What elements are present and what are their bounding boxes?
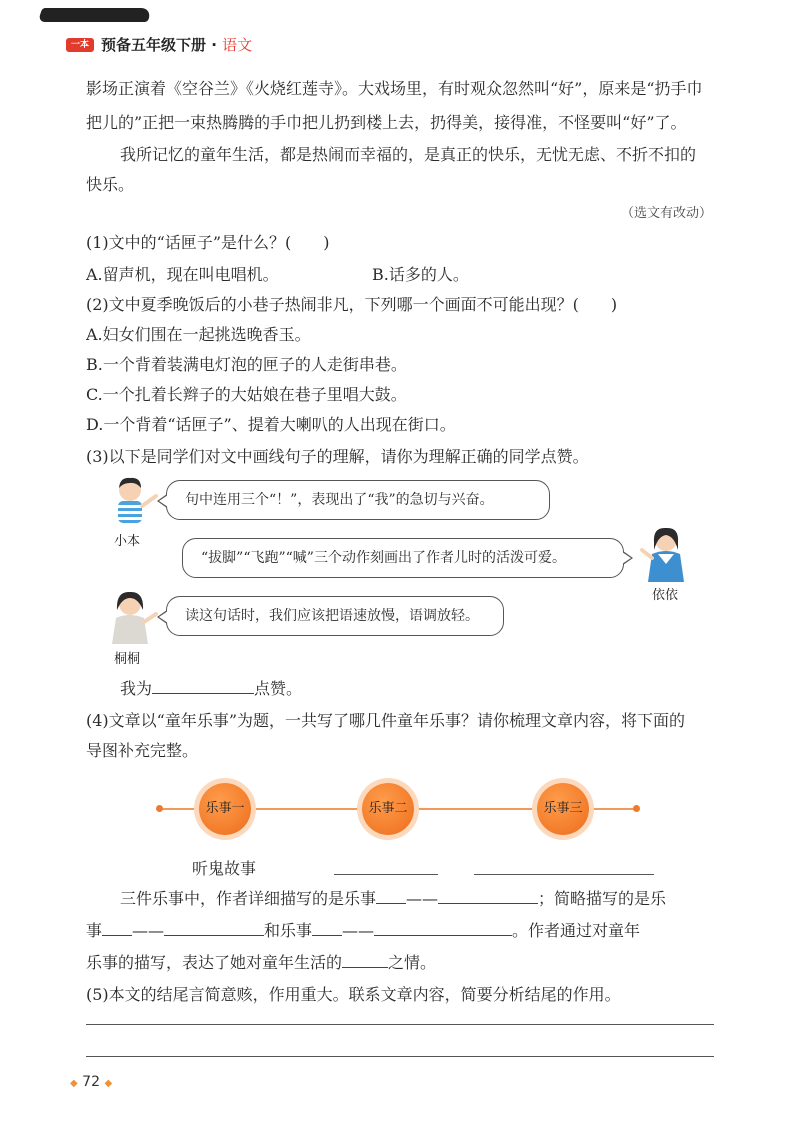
q4-blank-feeling[interactable] bbox=[342, 951, 388, 968]
mindmap-node-3: 乐事三 bbox=[537, 783, 589, 835]
book-title: 预备五年级下册 bbox=[101, 36, 207, 54]
comment-bubble-yiyi bbox=[182, 538, 624, 578]
passage-line-1: 影场正演着《空谷兰》《火烧红莲寺》。大戏场里，有时观众忽然叫“好”，原来是“扔手巾 bbox=[86, 79, 703, 98]
q4-blank-brief-event-1[interactable] bbox=[164, 919, 264, 936]
q2-option-d: D.一个背着“话匣子”、提着大喇叭的人出现在街口。 bbox=[86, 415, 456, 434]
q4-fill-text-2c: 和乐事 bbox=[264, 921, 313, 940]
q4-fill-text-3a: 乐事的描写，表达了她对童年生活的 bbox=[86, 953, 343, 972]
mindmap-node-2-blank[interactable] bbox=[334, 874, 438, 875]
q1-stem: (1)文中的“话匣子”是什么？( ) bbox=[86, 233, 330, 252]
passage-line-3: 我所记忆的童年生活，都是热闹而幸福的，是真正的快乐，无忧无虑、不折不扣的 bbox=[120, 145, 697, 164]
q4-fill-text-3b: 之情。 bbox=[388, 953, 437, 972]
mindmap-end-dot bbox=[633, 805, 640, 812]
q2-option-a: A.妇女们围在一起挑选晚香玉。 bbox=[86, 325, 311, 344]
q5-answer-line-1[interactable] bbox=[86, 1024, 714, 1025]
comment-bubble-tongtong bbox=[166, 596, 504, 636]
q3-answer-suffix: 点赞。 bbox=[254, 679, 303, 698]
q1-option-a: A.留声机，现在叫电唱机。 bbox=[86, 265, 279, 284]
q3-answer-blank[interactable] bbox=[152, 677, 254, 694]
passage-line-2: 把儿的”正把一束热腾腾的手巾把儿扔到楼上去，扔得美，接得准，不怪要叫“好”了。 bbox=[86, 113, 687, 132]
q2-option-b: B.一个背着装满电灯泡的匣子的人走街串巷。 bbox=[86, 355, 407, 374]
q4-dash-2: —— bbox=[132, 921, 165, 940]
q3-answer-prefix: 我为 bbox=[120, 679, 153, 698]
student-name-yiyi: 依依 bbox=[652, 588, 679, 603]
girl-student-illustration-2 bbox=[108, 588, 164, 648]
header-separator: · bbox=[206, 36, 223, 54]
comment-bubble-xiaoben bbox=[166, 480, 550, 520]
q5-answer-line-2[interactable] bbox=[86, 1056, 714, 1057]
girl-student-illustration bbox=[636, 524, 694, 586]
q1-option-b: B.话多的人。 bbox=[372, 265, 469, 284]
page-header-title bbox=[101, 34, 252, 55]
q4-blank-detail-number[interactable] bbox=[376, 887, 406, 904]
q4-fill-line-3 bbox=[86, 950, 436, 973]
q4-fill-line-2 bbox=[86, 918, 640, 941]
passage-line-4: 快乐。 bbox=[86, 175, 135, 194]
q4-dash-3: —— bbox=[342, 921, 375, 940]
page-dot-right: ◆ bbox=[104, 1078, 113, 1089]
q4-blank-brief-number-2[interactable] bbox=[312, 919, 342, 936]
comment-text-xiaoben: 句中连用三个“！”，表现出了“我”的急切与兴奋。 bbox=[185, 492, 494, 508]
student-name-xiaoben: 小本 bbox=[114, 534, 141, 549]
comment-text-tongtong: 读这句话时，我们应该把语速放慢，语调放轻。 bbox=[185, 608, 479, 624]
header-brush-decoration bbox=[38, 8, 153, 22]
q4-stem-line-2: 导图补充完整。 bbox=[86, 741, 199, 760]
q4-fill-text-2a: 事 bbox=[86, 921, 103, 940]
page-dot-left: ◆ bbox=[70, 1078, 78, 1089]
mindmap-node-3-blank[interactable] bbox=[474, 874, 654, 875]
q4-blank-brief-number-1[interactable] bbox=[102, 919, 132, 936]
q4-fill-text-1c: ；简略描写的是乐 bbox=[538, 889, 667, 908]
page-number-text: 72 bbox=[82, 1074, 100, 1090]
mindmap-node-1-answer: 听鬼故事 bbox=[192, 859, 257, 878]
q4-fill-text-2e: 。作者通过对童年 bbox=[512, 921, 641, 940]
q4-blank-brief-event-2[interactable] bbox=[374, 919, 512, 936]
q5-stem: (5)本文的结尾言简意赅，作用重大。联系文章内容，简要分析结尾的作用。 bbox=[86, 985, 621, 1004]
mindmap-node-1: 乐事一 bbox=[199, 783, 251, 835]
mindmap-start-dot bbox=[156, 805, 163, 812]
q4-fill-line-1 bbox=[120, 886, 666, 909]
q4-blank-detail-event[interactable] bbox=[438, 887, 538, 904]
q2-stem: (2)文中夏季晚饭后的小巷子热闹非凡，下列哪一个画面不可能出现？( ) bbox=[86, 295, 618, 314]
source-note: （选文有改动） bbox=[620, 206, 712, 221]
q4-dash-1: —— bbox=[406, 889, 439, 908]
q4-stem-line-1: (4)文章以“童年乐事”为题，一共写了哪几件童年乐事？请你梳理文章内容，将下面的 bbox=[86, 711, 686, 730]
boy-student-illustration bbox=[108, 474, 164, 528]
mindmap-node-2: 乐事二 bbox=[362, 783, 414, 835]
q2-option-c: C.一个扎着长辫子的大姑娘在巷子里唱大鼓。 bbox=[86, 385, 407, 404]
q3-stem: (3)以下是同学们对文中画线句子的理解，请你为理解正确的同学点赞。 bbox=[86, 447, 589, 466]
q4-fill-text-1a: 三件乐事中，作者详细描写的是乐事 bbox=[120, 889, 377, 908]
q3-answer-line bbox=[120, 676, 302, 699]
publisher-badge: 一本 bbox=[66, 38, 94, 52]
student-name-tongtong: 桐桐 bbox=[114, 652, 141, 667]
page-number bbox=[70, 1074, 112, 1090]
comment-text-yiyi: “拔脚”“飞跑”“喊”三个动作刻画出了作者儿时的活泼可爱。 bbox=[201, 550, 566, 566]
subject-label: 语文 bbox=[222, 36, 253, 54]
